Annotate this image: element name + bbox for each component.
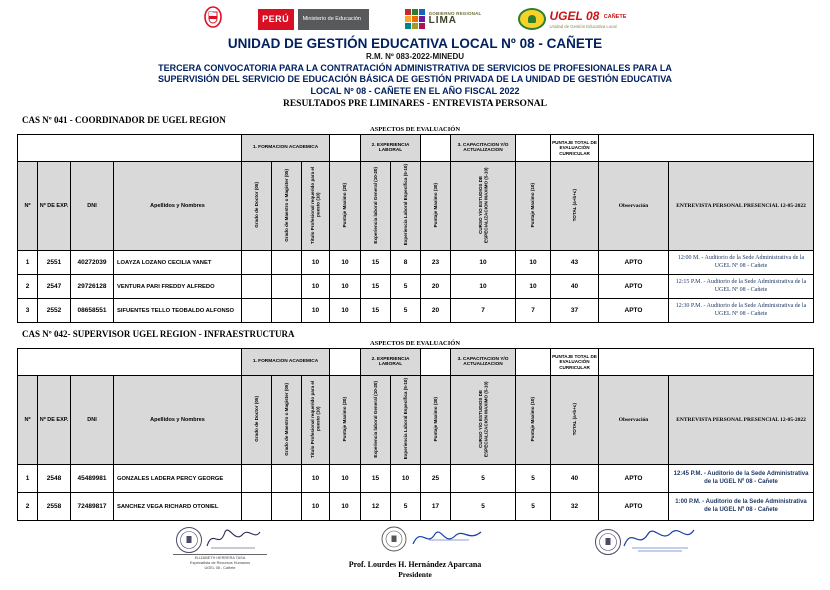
cell: 10 <box>302 251 330 275</box>
cell: 2558 <box>38 493 71 521</box>
cell: 10 <box>451 275 516 299</box>
minedu-logo <box>258 9 369 30</box>
cell: 40 <box>551 275 599 299</box>
cell: 10 <box>302 275 330 299</box>
cell: APTO <box>599 465 669 493</box>
cell: 37 <box>551 299 599 323</box>
cell <box>242 493 272 521</box>
empty-cell <box>330 349 361 376</box>
president-role: Presidente <box>398 570 432 580</box>
cell: 32 <box>551 493 599 521</box>
gobierno-regional-label: GOBIERNO REGIONAL <box>428 10 482 16</box>
cell: 1 <box>18 465 38 493</box>
col-header-total: TOTAL (a+b+c) <box>551 376 599 465</box>
cell: APTO <box>599 251 669 275</box>
cell: 5 <box>391 299 421 323</box>
col-header-exp-general: Experiencia laboral General (10-20) <box>361 162 391 251</box>
cell: 10 <box>330 493 361 521</box>
ugel-badge-icon <box>518 8 546 30</box>
ugel-prov-label: CAÑETE <box>603 14 627 21</box>
cell: 10 <box>330 465 361 493</box>
group-formacion: 1. FORMACION ACADEMICA <box>242 349 330 376</box>
table-row <box>18 493 814 521</box>
cell: 10 <box>391 465 421 493</box>
cell: 7 <box>516 299 551 323</box>
cell: 15 <box>361 465 391 493</box>
cell <box>272 465 302 493</box>
group-puntaje-total: PUNTAJE TOTAL DE EVALUACIÓN CURRICULAR <box>551 135 599 162</box>
stamp-president-icon <box>381 526 407 554</box>
table-body-cas-042 <box>18 465 814 521</box>
col-header-exp-general: Experiencia laboral General (10-20) <box>361 376 391 465</box>
table-row <box>18 299 814 323</box>
header-logos <box>0 0 830 33</box>
col-header-no: Nº <box>18 162 38 251</box>
empty-cell <box>599 349 814 376</box>
col-header-nombres: Apellidos y Nombres <box>114 376 242 465</box>
signature-block-right <box>570 524 720 554</box>
col-header-exp: Nº DE EXP. <box>38 162 71 251</box>
hr-signer-name: ELIZABETH HERRERA TASA <box>194 556 246 561</box>
cell: 2 <box>18 493 38 521</box>
cell: 2547 <box>38 275 71 299</box>
hr-signer-org: UGEL 08 - Cañete <box>204 566 236 571</box>
col-header-puntaje-10: Puntaje Maximo (10) <box>516 376 551 465</box>
col-header-puntaje-20: Puntaje Maximo (20) <box>330 162 361 251</box>
group-puntaje-total: PUNTAJE TOTAL DE EVALUACIÓN CURRICULAR <box>551 349 599 376</box>
peru-coat-of-arms-icon <box>204 6 222 33</box>
results-table-cas-042 <box>17 348 814 521</box>
cell: 23 <box>421 251 451 275</box>
cell: 5 <box>451 465 516 493</box>
cell: 17 <box>421 493 451 521</box>
cell: 12:00 M. - Auditorio de la Sede Administrativa de la UGEL Nº 08 - Cañete <box>669 251 814 275</box>
cell: VENTURA PARI FREDDY ALFREDO <box>114 275 242 299</box>
table-row <box>18 275 814 299</box>
col-header-observacion: Observación <box>599 162 669 251</box>
column-header-row <box>18 162 814 251</box>
cell <box>272 251 302 275</box>
cell: 7 <box>451 299 516 323</box>
rm-number: R.M. Nº 083-2022-MINEDU <box>365 52 465 61</box>
col-header-puntaje-10: Puntaje Maximo (10) <box>516 162 551 251</box>
cell <box>242 465 272 493</box>
cell: 10 <box>451 251 516 275</box>
cell: 8 <box>391 251 421 275</box>
cell: 12:45 P.M. - Auditorio de la Sede Administrativa de la UGEL Nº 08 - Cañete <box>669 465 814 493</box>
cell: 10 <box>330 251 361 275</box>
resultados-subtitle: RESULTADOS PRE LIMINARES - ENTREVISTA PERSONAL <box>282 99 548 110</box>
col-header-doctor: Grado de Doctor (05) <box>242 376 272 465</box>
aspectos-label-1: ASPECTOS DE EVALUACIÓN <box>369 126 461 134</box>
col-header-entrevista: ENTREVISTA PERSONAL PRESENCIAL 12-05-2022 <box>669 162 814 251</box>
col-header-observacion: Observación <box>599 376 669 465</box>
col-header-maestro: Grado de Maestro o Magister (05) <box>272 376 302 465</box>
signature-block-president <box>355 524 505 554</box>
column-header-row <box>18 376 814 465</box>
gobierno-lima-logo <box>405 9 482 29</box>
col-header-titulo: Titulo Profesional requerido para el puesto (10) <box>302 162 330 251</box>
cell: 29726128 <box>71 275 114 299</box>
empty-cell <box>18 349 242 376</box>
gobierno-mosaic-icon <box>405 9 425 29</box>
ugel-sub-label: Unidad de Gestión Educativa Local <box>549 24 617 30</box>
cell: 2551 <box>38 251 71 275</box>
col-header-dni: DNI <box>71 376 114 465</box>
group-capacitacion: 3. CAPACITACION Y/O ACTUALIZACION <box>451 135 516 162</box>
col-header-titulo: Titulo Profesional requerido para el puesto (10) <box>302 376 330 465</box>
aspectos-label-2: ASPECTOS DE EVALUACIÓN <box>369 340 461 348</box>
cell: 5 <box>516 465 551 493</box>
cell: 25 <box>421 465 451 493</box>
group-capacitacion: 3. CAPACITACION Y/O ACTUALIZACION <box>451 349 516 376</box>
col-header-exp-especifica: Experiencia Laboral Específica (5-10) <box>391 162 421 251</box>
cell: 2548 <box>38 465 71 493</box>
minedu-label: Ministerio de Educación <box>298 9 369 30</box>
cell: 08658551 <box>71 299 114 323</box>
cell: 15 <box>361 275 391 299</box>
empty-cell <box>18 135 242 162</box>
cell: 5 <box>451 493 516 521</box>
cell: 40272039 <box>71 251 114 275</box>
col-header-dni: DNI <box>71 162 114 251</box>
signature-right-icon <box>618 524 698 554</box>
group-formacion: 1. FORMACION ACADEMICA <box>242 135 330 162</box>
cell: 10 <box>516 251 551 275</box>
cell: 2552 <box>38 299 71 323</box>
table-row <box>18 251 814 275</box>
cell: 15 <box>361 251 391 275</box>
cell: 10 <box>302 465 330 493</box>
cell: 5 <box>391 275 421 299</box>
results-table-cas-041 <box>17 134 814 323</box>
cell <box>242 299 272 323</box>
cell: 12:15 P.M. - Auditorio de la Sede Administrativa de la UGEL Nº 08 - Cañete <box>669 275 814 299</box>
ugel-name-label: UGEL 08 <box>549 9 600 24</box>
cell: SANCHEZ VEGA RICHARD OTONIEL <box>114 493 242 521</box>
cell: SIFUENTES TELLO TEOBALDO ALFONSO <box>114 299 242 323</box>
cell: 3 <box>18 299 38 323</box>
group-experiencia: 2. EXPERIENCIA LABORAL <box>361 349 421 376</box>
president-caption <box>0 560 830 579</box>
cell: GONZALES LADERA PERCY GEORGE <box>114 465 242 493</box>
cell <box>272 299 302 323</box>
section-title-cas-041: CAS Nº 041 - COORDINADOR DE UGEL REGION <box>22 115 226 126</box>
stamp-hr-icon <box>175 526 203 554</box>
peru-label: PERÚ <box>258 9 294 30</box>
cell: APTO <box>599 299 669 323</box>
col-header-nombres: Apellidos y Nombres <box>114 162 242 251</box>
signatures-footer <box>0 524 830 586</box>
cell <box>272 275 302 299</box>
empty-cell <box>330 135 361 162</box>
cell <box>242 275 272 299</box>
signature-president-icon <box>409 524 487 552</box>
cell: 40 <box>551 465 599 493</box>
cell: 10 <box>330 299 361 323</box>
empty-cell <box>599 135 814 162</box>
table-row <box>18 465 814 493</box>
cell: 72489817 <box>71 493 114 521</box>
empty-cell <box>516 135 551 162</box>
cell <box>272 493 302 521</box>
cell: 5 <box>516 493 551 521</box>
signature-hr-icon <box>203 524 263 552</box>
cell: 15 <box>361 299 391 323</box>
empty-cell <box>421 349 451 376</box>
cell: 45489981 <box>71 465 114 493</box>
cell: APTO <box>599 275 669 299</box>
table-body-cas-041 <box>18 251 814 323</box>
cell: 1:00 P.M. - Auditorio de la Sede Administrativa de la UGEL Nº 08 - Cañete <box>669 493 814 521</box>
col-header-cursos: CURSO Y/O ESTUDIOS DE ESPECIALIZACION MAXIMO (5-10) <box>451 376 516 465</box>
cell: 10 <box>516 275 551 299</box>
president-name: Prof. Lourdes H. Hernández Aparcana <box>348 560 482 570</box>
cell: 10 <box>302 493 330 521</box>
cell: APTO <box>599 493 669 521</box>
col-header-cursos: CURSO Y/O ESTUDIOS DE ESPECIALIZACION MAXIMO (5-10) <box>451 162 516 251</box>
col-header-puntaje-30: Puntaje Maximo (30) <box>421 162 451 251</box>
cell: 10 <box>302 299 330 323</box>
cell: 43 <box>551 251 599 275</box>
cell: 2 <box>18 275 38 299</box>
col-header-exp: Nº DE EXP. <box>38 376 71 465</box>
group-experiencia: 2. EXPERIENCIA LABORAL <box>361 135 421 162</box>
cell: 12 <box>361 493 391 521</box>
cell: 20 <box>421 299 451 323</box>
col-header-doctor: Grado de Doctor (05) <box>242 162 272 251</box>
col-header-puntaje-30: Puntaje Maximo (30) <box>421 376 451 465</box>
group-header-row <box>18 135 814 162</box>
gobierno-lima-label: LIMA <box>428 15 458 27</box>
group-header-row <box>18 349 814 376</box>
cell: 20 <box>421 275 451 299</box>
col-header-maestro: Grado de Maestro o Magister (05) <box>272 162 302 251</box>
cell: 1 <box>18 251 38 275</box>
col-header-entrevista: ENTREVISTA PERSONAL PRESENCIAL 12-05-2022 <box>669 376 814 465</box>
section-title-cas-042: CAS Nº 042- SUPERVISOR UGEL REGION - INFRAESTRUCTURA <box>22 329 295 340</box>
col-header-exp-especifica: Experiencia Laboral Específica (5-10) <box>391 376 421 465</box>
hr-signer-title: Especialista de Recursos Humanos <box>190 561 250 566</box>
cell: 12:30 P.M. - Auditorio de la Sede Administrativa de la UGEL Nº 08 - Cañete <box>669 299 814 323</box>
col-header-puntaje-20: Puntaje Maximo (20) <box>330 376 361 465</box>
cell <box>242 251 272 275</box>
cell: LOAYZA LOZANO CECILIA YANET <box>114 251 242 275</box>
col-header-no: Nº <box>18 376 38 465</box>
cell: 5 <box>391 493 421 521</box>
empty-cell <box>516 349 551 376</box>
empty-cell <box>421 135 451 162</box>
cell: 10 <box>330 275 361 299</box>
col-header-total: TOTAL (a+b+c) <box>551 162 599 251</box>
page-title: UNIDAD DE GESTIÓN EDUCATIVA LOCAL Nº 08 - CAÑETE <box>227 36 603 51</box>
ugel08-logo <box>518 8 627 30</box>
convocatoria-text: TERCERA CONVOCATORIA PARA LA CONTRATACIÓN ADMINISTRATIVA DE SERVICIOS DE PROFESIONALES PARA LA SUPERVISIÓN DEL SERVICIO DE EDUCACIÓN BÁSICA DE GESTIÓN PRIVADA DE LA UNIDAD DE GESTIÓN EDUCATIVA LOCAL Nº 08 - CAÑETE EN EL AÑO FISCAL 2022 <box>157 63 673 96</box>
